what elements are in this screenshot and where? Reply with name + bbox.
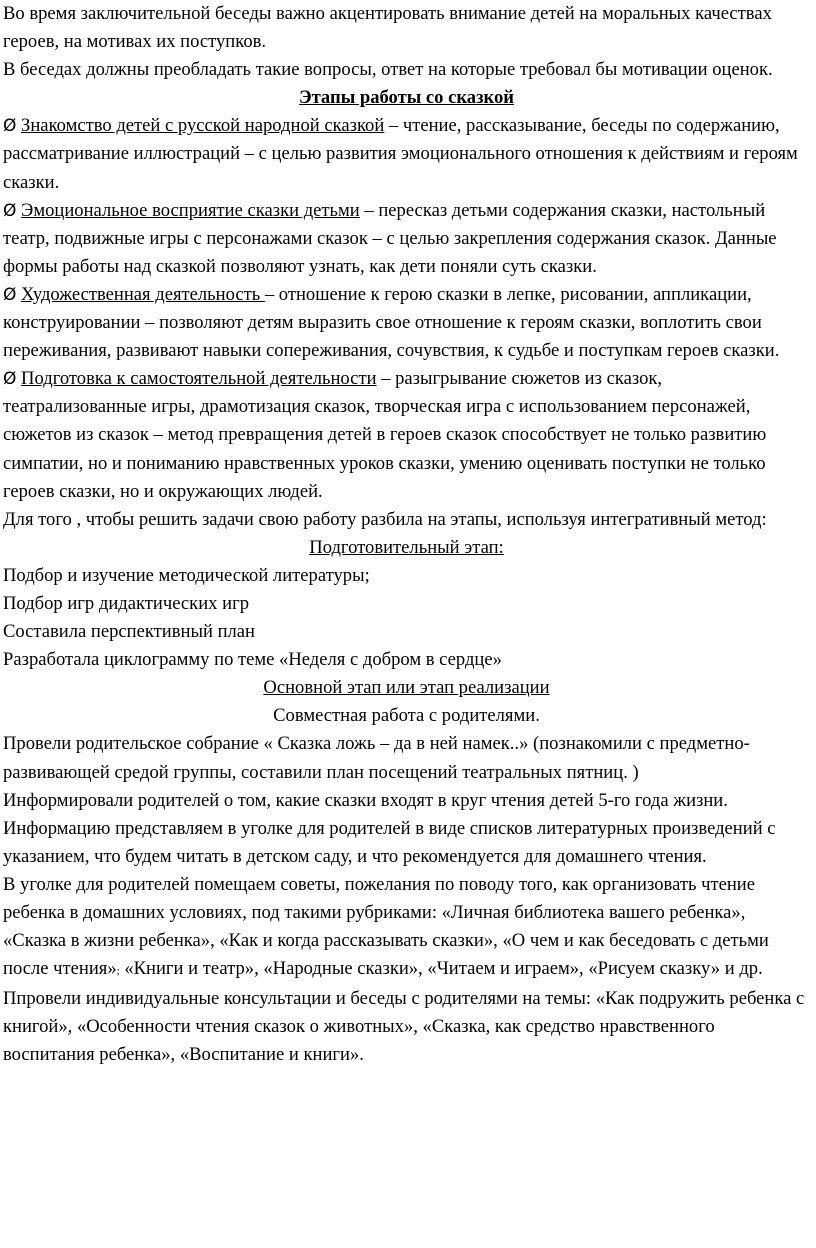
prep-stage-heading: Подготовительный этап: [309,536,504,558]
parents-meeting-paragraph: Провели родительское собрание « Сказка ложь – да в ней намек..» (познакомили с предметно-развивающей средой группы, составили план посещений театральных пятниц. ) [3,733,750,783]
stage-item-4 [3,365,810,505]
bullet-marker-icon: Ø [3,284,17,305]
stage-description: – разыгрывание сюжетов из сказок, театрализованные игры, драмотизация сказок, творческая игра с использованием персонажей, сюжетов из сказок – метод превращения детей в героев сказок способствует не только развитию симпатии, но и пониманию нравственных уроков сказки, умению оценивать поступки не только героев сказки, но и окружающих людей. [3,368,767,502]
parents-corner-paragraph [3,871,810,985]
stage-title: Художественная деятельность [21,283,265,305]
small-separator: ; [116,965,120,978]
parents-corner-text-after: «Книги и театр», «Народные сказки», «Читаем и играем», «Рисуем сказку» и др. [119,958,763,980]
stage-title: Эмоциональное восприятие сказки детьми [21,199,360,221]
stage-item-1 [3,112,810,196]
stages-heading: Этапы работы со сказкой [298,87,515,109]
bullet-marker-icon: Ø [3,116,17,137]
method-paragraph: Для того , чтобы решить задачи свою работу разбила на этапы, используя интегративный метод: [3,508,767,530]
main-stage-heading: Основной этап или этап реализации [263,677,550,699]
stage-item-2 [3,197,810,281]
prep-item-3: Составила перспективный план [3,621,256,643]
stage-title: Подготовка к самостоятельной деятельности [21,368,377,390]
consultations-paragraph: Ппровели индивидуальные консультации и беседы с родителями на темы: «Как подружить ребенка с книгой», «Особенности чтения сказок о животных», «Сказка, как средство нравственного воспитания ребенка», «Воспитание и книги». [3,988,805,1066]
stage-item-3 [3,281,810,365]
stage-title: Знакомство детей с русской народной сказкой [21,115,385,137]
stage-description: – пересказ детьми содержания сказки, настольный театр, подвижные игры с персонажами сказок – с целью закрепления содержания сказок. Данные формы работы над сказкой позволяют узнать, как дети поняли суть сказки. [3,199,777,277]
stage-description: – отношение к герою сказки в лепке, рисовании, аппликации, конструировании – позволяют детям выразить свое отношение к героям сказки, воплотить свои переживания, развивают навыки сопереживания, сочувствия, к судьбе и поступкам героев сказки. [3,283,780,362]
parents-corner-text-before: В уголке для родителей помещаем советы, пожелания по поводу того, как организовать чтение ребенка в домашних условиях, под такими рубриками: «Личная библиотека вашего ребенка», «Сказка в жизни ребенка», «Как и когда рассказывать сказки», «О чем и как беседовать с детьми после чтения» [3,873,769,980]
reading-circle-paragraph: Информировали родителей о том, какие сказки входят в круг чтения детей 5-го года жизни. Информацию представляем в уголке для родителей в виде списков литературных произведений с указанием, что будем читать в детском саду, и что рекомендуется для домашнего чтения. [3,789,776,867]
main-stage-subheading: Совместная работа с родителями. [273,705,540,727]
prep-item-4: Разработала циклограмму по теме «Неделя с добром в сердце» [3,649,502,671]
bullet-marker-icon: Ø [3,369,17,390]
intro-paragraph-2: В беседах должны преобладать такие вопросы, ответ на которые требовал бы мотивации оценок. [3,59,773,81]
prep-item-1: Подбор и изучение методической литературы; [3,564,370,586]
intro-paragraph-1: Во время заключительной беседы важно акцентировать внимание детей на моральных качествах героев, на мотивах их поступков. [3,3,772,53]
prep-item-2: Подбор игр дидактических игр [3,592,249,614]
bullet-marker-icon: Ø [3,200,17,221]
stage-description: – чтение, рассказывание, беседы по содержанию, рассматривание иллюстраций – с целью развития эмоционального отношения к действиям и героям сказки. [3,115,798,193]
